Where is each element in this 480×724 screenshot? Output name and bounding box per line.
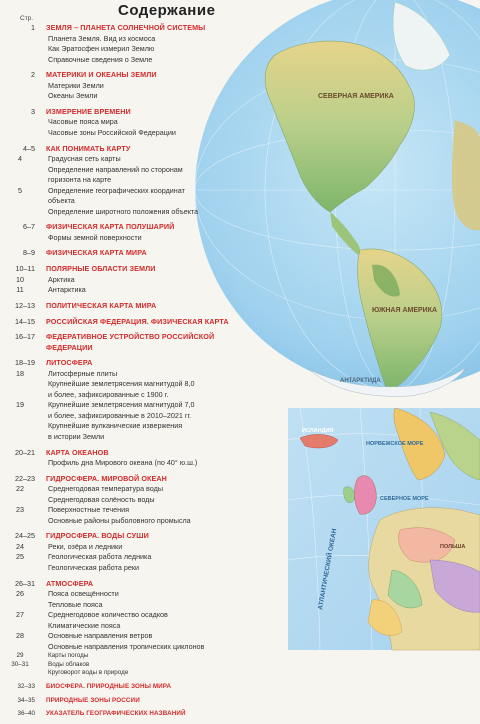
toc-section-title: КАРТА ОКЕАНОВ — [46, 447, 109, 457]
toc-section-title: ПРИРОДНЫЕ ЗОНЫ РОССИИ — [46, 696, 140, 704]
toc-section-title: УКАЗАТЕЛЬ ГЕОГРАФИЧЕСКИХ НАЗВАНИЙ — [46, 710, 186, 718]
toc-item-text: Климатические пояса — [48, 620, 121, 630]
toc-page-number: 26–31 — [15, 578, 35, 588]
toc-item-text: Профиль дна Мирового океана (по 40° ю.ш.) — [48, 458, 198, 468]
map-label-iceland: ИСЛАНДИЯ — [302, 428, 334, 434]
toc-page-number: 2 — [31, 70, 35, 80]
toc-item-text: в истории Земли — [48, 431, 105, 441]
toc-section-title: ПОЛИТИЧЕСКАЯ КАРТА МИРА — [46, 300, 157, 310]
toc-item[interactable] — [0, 55, 300, 66]
toc-item[interactable] — [0, 34, 300, 45]
toc-item[interactable] — [0, 642, 300, 653]
toc-item-text: Справочные сведения о Земле — [48, 54, 153, 64]
toc-item[interactable] — [0, 44, 300, 55]
toc-item[interactable] — [0, 458, 300, 469]
toc-section-title: РОССИЙСКАЯ ФЕДЕРАЦИЯ. ФИЗИЧЕСКАЯ КАРТА — [46, 316, 229, 326]
toc-item[interactable] — [0, 505, 300, 516]
toc-item-text: Основные районы рыболовного промысла — [48, 515, 191, 525]
toc-section — [0, 70, 300, 102]
toc-page-number: 3 — [31, 106, 35, 116]
toc-item-text: Определение направлений по сторонам — [48, 164, 183, 174]
toc-section — [0, 248, 300, 259]
toc-page-number: 16–17 — [15, 332, 35, 342]
toc-item[interactable] — [0, 154, 300, 165]
toc-item[interactable] — [0, 600, 300, 611]
toc-section-title: ФИЗИЧЕСКАЯ КАРТА МИРА — [46, 248, 147, 258]
toc-page-number: 11 — [16, 285, 24, 295]
toc-section-title: МАТЕРИКИ И ОКЕАНЫ ЗЕМЛИ — [46, 70, 157, 80]
toc-page-number: 6–7 — [23, 222, 35, 232]
toc-item[interactable] — [0, 484, 300, 495]
europe-map-panel — [288, 408, 480, 650]
toc-section-heading[interactable] — [0, 474, 300, 485]
toc-item-text: Антарктика — [48, 285, 86, 295]
toc-item-text: Материки Земли — [48, 80, 104, 90]
toc-section-heading[interactable] — [0, 710, 300, 719]
toc-section-heading-continued[interactable] — [0, 343, 300, 354]
toc-item-text: Формы земной поверхности — [48, 232, 142, 242]
toc-item-text: Определение географических координат — [48, 185, 185, 195]
toc-item[interactable] — [0, 379, 300, 390]
toc-item-text: Среднегодовое количество осадков — [48, 610, 168, 620]
map-label-south-america: ЮЖНАЯ АМЕРИКА — [372, 307, 438, 314]
toc-page-number: 19 — [16, 400, 24, 410]
toc-section — [0, 23, 300, 65]
toc-page-number: 34–35 — [17, 696, 35, 704]
toc-item[interactable] — [0, 610, 300, 621]
toc-page-number: 22 — [16, 484, 24, 494]
toc-item-text: Среднегодовая солёность воды — [48, 494, 155, 504]
toc-item-text: Основные направления ветров — [48, 631, 153, 641]
toc-item-text: Тепловые пояса — [48, 599, 103, 609]
toc-item-text: Крупнейшие землетрясения магнитудой 7,0 — [48, 400, 195, 410]
toc-item[interactable] — [0, 652, 300, 661]
toc-section-heading[interactable] — [0, 531, 300, 542]
toc-section — [0, 474, 300, 527]
page-title: Содержание — [118, 2, 216, 19]
toc-item-text: Среднегодовая температура воды — [48, 484, 163, 494]
toc-section-title: ГИДРОСФЕРА. ВОДЫ СУШИ — [46, 531, 149, 541]
toc-section — [0, 317, 300, 328]
toc-item-text: Крупнейшие вулканические извержения — [48, 421, 183, 431]
toc-section — [0, 710, 300, 719]
toc-item[interactable] — [0, 390, 300, 401]
toc-section-heading[interactable] — [0, 683, 300, 692]
toc-item[interactable] — [0, 669, 300, 678]
toc-item[interactable] — [0, 81, 300, 92]
toc-section-heading[interactable] — [0, 107, 300, 118]
toc-item[interactable] — [0, 175, 300, 186]
toc-page-number: 27 — [16, 610, 24, 620]
toc-section-heading[interactable] — [0, 70, 300, 81]
toc-item[interactable] — [0, 589, 300, 600]
toc-page-number: 26 — [16, 589, 24, 599]
toc-section — [0, 358, 300, 442]
pages-column-label: Стр. — [20, 15, 34, 22]
toc-page-number: 8–9 — [23, 248, 35, 258]
toc-item-text: Крупнейшие землетрясения магнитудой 8,0 — [48, 379, 195, 389]
toc-item-text: Океаны Земли — [48, 91, 98, 101]
toc-section-title: АТМОСФЕРА — [46, 578, 94, 588]
toc-section-heading[interactable] — [0, 264, 300, 275]
toc-page-number: 24–25 — [15, 531, 35, 541]
toc-item-text: Литосферные плиты — [48, 368, 118, 378]
toc-page-number: 29 — [16, 652, 24, 660]
toc-item[interactable] — [0, 563, 300, 574]
toc-page-number: 10 — [16, 274, 24, 284]
toc-page-number: 30–31 — [11, 660, 29, 668]
toc-page-number: 36–40 — [17, 710, 35, 718]
map-label-poland: ПОЛЬША — [440, 544, 466, 550]
toc-section-title: ФЕДЕРАЦИИ — [46, 342, 93, 352]
toc-item[interactable] — [0, 661, 300, 670]
map-label-norwegian-sea: НОРВЕЖСКОЕ МОРЕ — [366, 441, 424, 447]
toc-section-heading[interactable] — [0, 448, 300, 459]
toc-item[interactable] — [0, 128, 300, 139]
toc-section-heading[interactable] — [0, 144, 300, 155]
toc-item[interactable] — [0, 233, 300, 244]
toc-item-text: объекта — [48, 196, 75, 206]
toc-item-text: Определение широтного положения объекта — [48, 206, 199, 216]
toc-item-text: Геологическая работа ледника — [48, 552, 152, 562]
toc-page-number: 25 — [16, 552, 24, 562]
toc-section-heading[interactable] — [0, 579, 300, 590]
toc-item[interactable] — [0, 196, 300, 207]
toc-section-title: ГИДРОСФЕРА. МИРОВОЙ ОКЕАН — [46, 473, 167, 483]
toc-item-text: Реки, озёра и ледники — [48, 541, 123, 551]
toc-item[interactable] — [0, 516, 300, 527]
map-label-antarctica: АНТАРКТИДА — [340, 378, 381, 384]
toc-list — [0, 23, 300, 724]
toc-page-number: 22–23 — [15, 473, 35, 483]
toc-page-number: 4 — [18, 154, 22, 164]
toc-section — [0, 264, 300, 296]
toc-item-text: Часовые пояса мира — [48, 117, 118, 127]
toc-item-text: Пояса освещённости — [48, 589, 119, 599]
toc-page-number: 32–33 — [17, 682, 35, 690]
toc-section-heading[interactable] — [0, 332, 300, 343]
toc-item[interactable] — [0, 400, 300, 411]
toc-section — [0, 683, 300, 692]
toc-item[interactable] — [0, 207, 300, 218]
toc-page-number: 12–13 — [15, 300, 35, 310]
toc-item-text: Геологическая работа реки — [48, 562, 139, 572]
toc-item-text: Арктика — [48, 274, 75, 284]
toc-item[interactable] — [0, 165, 300, 176]
toc-section-title: ФИЗИЧЕСКАЯ КАРТА ПОЛУШАРИЙ — [46, 222, 175, 232]
toc-section — [0, 697, 300, 706]
toc-item[interactable] — [0, 369, 300, 380]
toc-page-number: 4–5 — [23, 143, 35, 153]
toc-page-number: 23 — [16, 505, 24, 515]
toc-section — [0, 107, 300, 139]
toc-page-number: 10–11 — [15, 264, 35, 274]
map-label-north-sea: СЕВЕРНОЕ МОРЕ — [380, 496, 429, 502]
toc-item[interactable] — [0, 186, 300, 197]
toc-section — [0, 579, 300, 678]
toc-section — [0, 332, 300, 353]
toc-item-text: Планета Земля. Вид из космоса — [48, 33, 156, 43]
toc-item-text: горизонта на карте — [48, 175, 112, 185]
toc-item-text: Поверхностные течения — [48, 505, 129, 515]
toc-item[interactable] — [0, 275, 300, 286]
toc-item-text: Часовые зоны Российской Федерации — [48, 127, 176, 137]
toc-item[interactable] — [0, 285, 300, 296]
toc-item-text: Как Эратосфен измерил Землю — [48, 44, 155, 53]
toc-section — [0, 448, 300, 469]
toc-section — [0, 531, 300, 573]
toc-section-title: ИЗМЕРЕНИЕ ВРЕМЕНИ — [46, 106, 131, 116]
toc-section-title: ЗЕМЛЯ – ПЛАНЕТА СОЛНЕЧНОЙ СИСТЕМЫ — [46, 23, 206, 32]
toc-item-text: и более, зафиксированные с 1900 г. — [48, 389, 169, 399]
toc-section-heading[interactable] — [0, 697, 300, 706]
toc-section — [0, 301, 300, 312]
toc-item-text: Воды облаков — [48, 660, 90, 668]
toc-page-number: 5 — [18, 185, 22, 195]
map-label-atlantic-ocean: АТЛАНТИЧЕСКИЙ ОКЕАН — [317, 528, 339, 611]
toc-item-text: Основные направления тропических циклонов — [48, 641, 205, 651]
toc-item-text: Карты погоды — [48, 652, 89, 660]
toc-page-number: 28 — [16, 631, 24, 641]
toc-section — [0, 222, 300, 243]
toc-section-heading[interactable] — [0, 317, 300, 328]
toc-section-title: ФЕДЕРАТИВНОЕ УСТРОЙСТВО РОССИЙСКОЙ — [46, 332, 215, 342]
toc-item[interactable] — [0, 552, 300, 563]
toc-section-title: КАК ПОНИМАТЬ КАРТУ — [46, 143, 131, 153]
toc-section-heading[interactable] — [0, 301, 300, 312]
toc-item-text: Градусная сеть карты — [48, 154, 121, 164]
toc-page-number: 14–15 — [15, 316, 35, 326]
toc-section-heading[interactable] — [0, 248, 300, 259]
toc-section-heading[interactable] — [0, 23, 300, 34]
toc-page-number: 18 — [16, 368, 24, 378]
toc-item-text: и более, зафиксированные в 2010–2021 гг. — [48, 410, 192, 420]
toc-section-heading[interactable] — [0, 222, 300, 233]
toc-section — [0, 144, 300, 218]
toc-item[interactable] — [0, 421, 300, 432]
toc-item[interactable] — [0, 621, 300, 632]
toc-section-heading[interactable] — [0, 358, 300, 369]
toc-item[interactable] — [0, 117, 300, 128]
toc-page-number: 20–21 — [15, 447, 35, 457]
toc-item[interactable] — [0, 495, 300, 506]
map-label-north-america: СЕВЕРНАЯ АМЕРИКА — [318, 93, 394, 100]
toc-page-number: 18–19 — [15, 358, 35, 368]
toc-item[interactable] — [0, 411, 300, 422]
toc-section-title: ЛИТОСФЕРА — [46, 358, 93, 368]
toc-item[interactable] — [0, 432, 300, 443]
toc-section-title: БИОСФЕРА. ПРИРОДНЫЕ ЗОНЫ МИРА — [46, 682, 172, 690]
toc-item-text: Круговорот воды в природе — [48, 669, 129, 677]
toc-item[interactable] — [0, 91, 300, 102]
toc-page-number: 24 — [16, 541, 24, 551]
toc-page-number: 1 — [31, 23, 35, 32]
toc-item[interactable] — [0, 542, 300, 553]
toc-section-title: ПОЛЯРНЫЕ ОБЛАСТИ ЗЕМЛИ — [46, 264, 156, 274]
toc-item[interactable] — [0, 631, 300, 642]
